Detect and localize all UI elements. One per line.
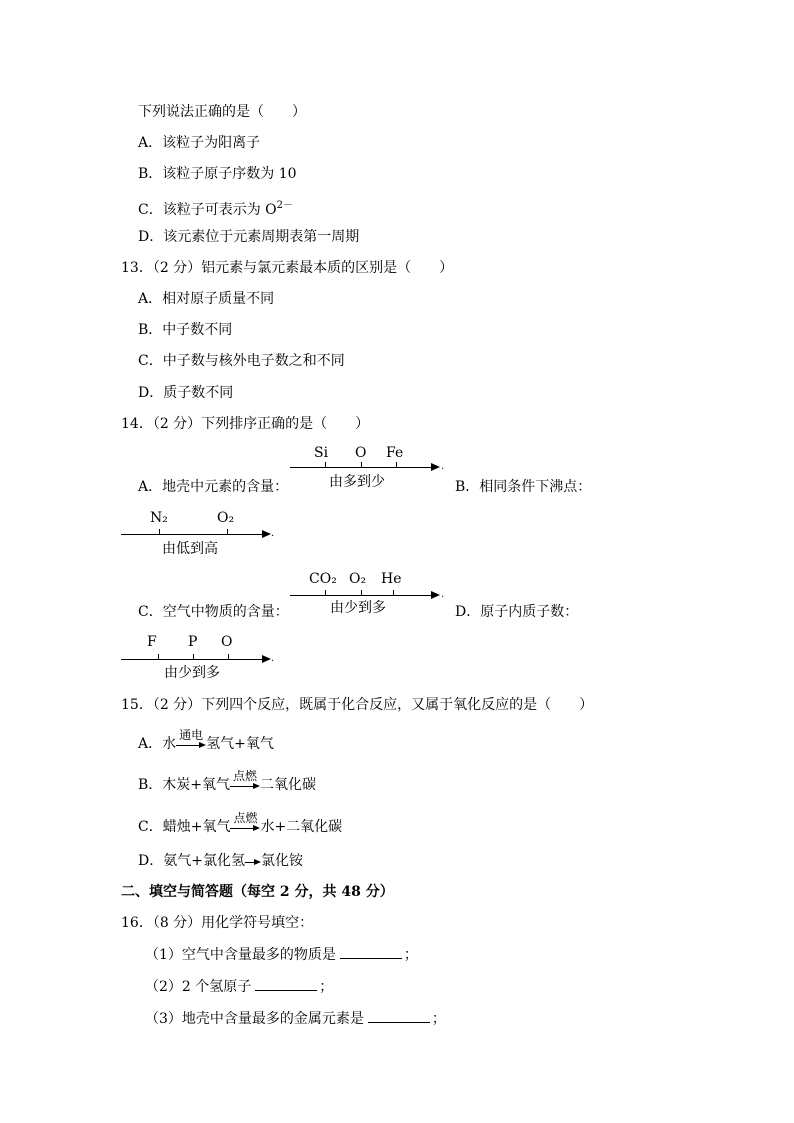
q16-item-1-end: ； — [403, 947, 418, 963]
q14-a-arrowhead — [431, 463, 440, 471]
q14-c-arrowhead — [431, 591, 440, 599]
q14-a-label-fe: Fe — [386, 445, 404, 461]
q13-stem: 13．（2 分）铝元素与氯元素最本质的区别是（ ） — [121, 260, 454, 276]
q14-option-c: C．空气中物质的含量： — [138, 604, 289, 620]
q14-c-caption: 由少到多 — [330, 600, 386, 616]
q16-item-2-end: ； — [319, 979, 334, 995]
q16-item-2-text: （2）2 个氢原子 — [145, 979, 252, 995]
q12-option-c-charge: 2－ — [276, 200, 294, 211]
q14-d-axis — [121, 659, 263, 660]
q16-item-2 — [145, 977, 333, 996]
answer-blank[interactable] — [368, 1009, 430, 1023]
answer-blank[interactable] — [340, 945, 402, 959]
q12-option-a: A．该粒子为阳离子 — [138, 135, 261, 151]
q16-item-3 — [145, 1009, 446, 1028]
q15-a-reactant: A．水 — [138, 736, 177, 752]
q13-option-b: B．中子数不同 — [138, 322, 233, 338]
q14-b-caption: 由低到高 — [162, 541, 218, 557]
q13-option-a: A．相对原子质量不同 — [138, 291, 275, 307]
q14-b-label-o2: O₂ — [217, 510, 235, 526]
q16-item-3-end: ； — [431, 1011, 446, 1027]
q15-b-condition: 点燃 — [233, 769, 258, 783]
q15-c-reactant: C．蜡烛+氧气 — [138, 819, 231, 835]
q14-b-axis — [121, 534, 263, 535]
q14-c-label-co2: CO₂ — [309, 571, 337, 587]
q15-c-condition-arrow — [230, 811, 260, 836]
q12-stem: 下列说法正确的是（ ） — [138, 104, 306, 120]
q16-item-1 — [145, 945, 418, 964]
q14-a-caption: 由多到少 — [329, 474, 385, 490]
q15-option-a — [138, 728, 274, 753]
q15-a-product: 氢气+氧气 — [206, 736, 274, 752]
q15-c-condition: 点燃 — [233, 811, 258, 825]
q13-option-c: C．中子数与核外电子数之和不同 — [138, 353, 345, 369]
q15-c-product: 水+二氧化碳 — [260, 819, 343, 835]
q14-option-a: A．地壳中元素的含量： — [138, 479, 289, 495]
q14-option-b: B．相同条件下沸点： — [455, 479, 592, 495]
q15-d-arrow — [245, 852, 261, 870]
q16-stem: 16．（8 分）用化学符号填空： — [121, 915, 314, 931]
q15-d-reactant: D．氨气+氯化氢 — [138, 853, 245, 869]
section-title: 二、填空与简答题（每空 2 分，共 48 分） — [121, 884, 394, 900]
q15-option-c — [138, 811, 343, 836]
q15-d-product: 氯化铵 — [260, 853, 303, 869]
q12-option-c — [138, 197, 293, 219]
q14-b-label-n2: N₂ — [150, 510, 168, 526]
q15-b-condition-arrow — [230, 769, 260, 794]
q14-a-label-o: O — [355, 445, 367, 461]
q14-c-axis — [290, 595, 432, 596]
q14-b-arrowhead — [262, 530, 271, 538]
q14-a-label-si: Si — [314, 445, 329, 461]
q14-option-d: D．原子内质子数： — [455, 604, 579, 620]
q15-stem: 15．（2 分）下列四个反应，既属于化合反应，又属于氧化反应的是（ ） — [121, 697, 594, 713]
q15-option-b — [138, 769, 317, 794]
q14-a-axis — [290, 467, 432, 468]
q12-option-b: B．该粒子原子序数为 10 — [138, 166, 297, 182]
q12-option-c-text: C．该粒子可表示为 O — [138, 202, 277, 218]
q16-item-3-text: （3）地壳中含量最多的金属元素是 — [145, 1011, 364, 1027]
q13-option-d: D．质子数不同 — [138, 385, 234, 401]
q15-a-condition-arrow — [176, 728, 206, 753]
q12-option-d: D．该元素位于元素周期表第一周期 — [138, 229, 360, 245]
answer-blank[interactable] — [255, 977, 317, 991]
q14-d-label-f: F — [147, 634, 157, 650]
q14-d-arrowhead — [262, 655, 271, 663]
q15-option-d — [138, 852, 303, 870]
q14-d-caption: 由少到多 — [164, 665, 220, 681]
q15-a-condition: 通电 — [179, 728, 204, 742]
q14-d-label-o: O — [221, 634, 233, 650]
q14-c-label-o2: O₂ — [349, 571, 367, 587]
q16-item-1-text: （1）空气中含量最多的物质是 — [145, 947, 336, 963]
q15-b-product: 二氧化碳 — [260, 777, 317, 793]
q14-c-label-he: He — [381, 571, 402, 587]
q15-b-reactant: B．木炭+氧气 — [138, 777, 231, 793]
q14-d-label-p: P — [188, 634, 198, 650]
q14-stem: 14．（2 分）下列排序正确的是（ ） — [121, 416, 370, 432]
